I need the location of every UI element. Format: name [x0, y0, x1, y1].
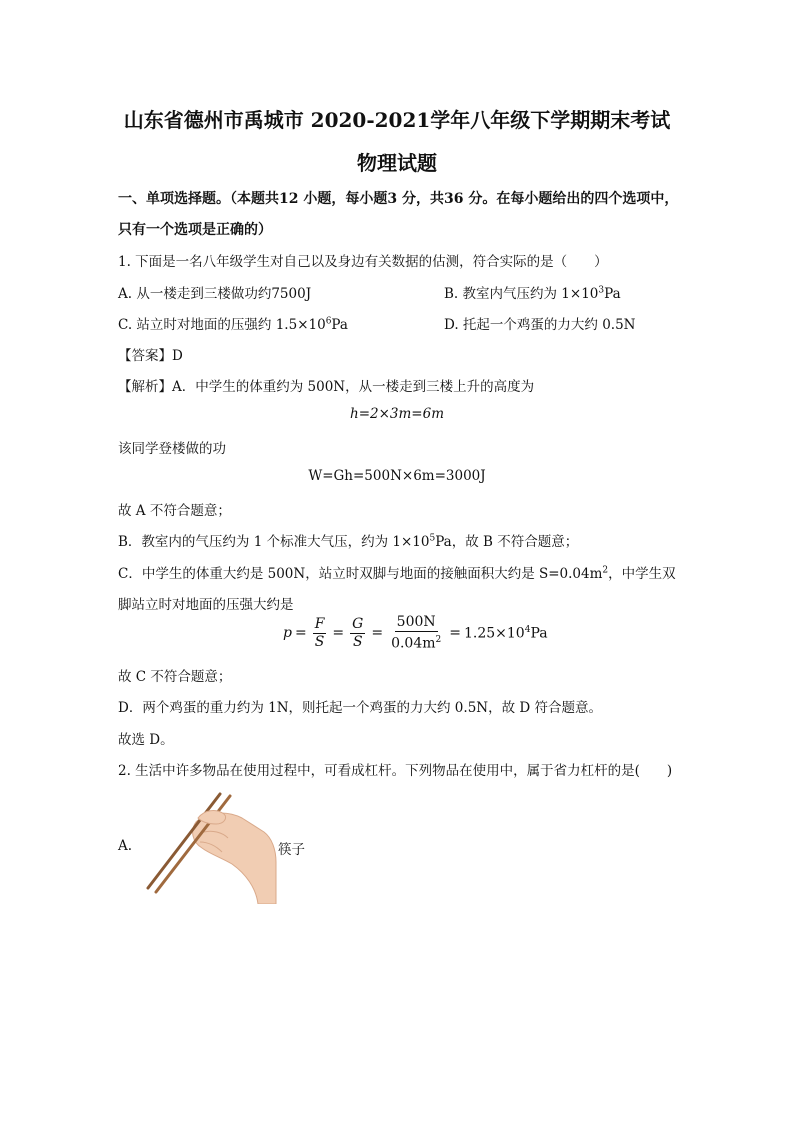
q1-option-a: A. 从一楼走到三楼做功约7500J [118, 286, 312, 302]
document-subtitle: 物理试题 [357, 151, 437, 175]
q2-option-a-text: 筷子 [278, 842, 305, 858]
equation-height: h=2×3m=6m [350, 406, 444, 422]
q1-analysis-a: 【解析】A．中学生的体重约为 500N，从一楼走到三楼上升的高度为 [118, 379, 535, 395]
c-analysis-line1: C．中学生的体重大约是 500N，站立时双脚与地面的接触面积大约是 $S=0.04m^2$，中学生双 [118, 565, 676, 582]
c-conclusion: 故 C 不符合题意； [118, 669, 232, 685]
d-analysis: D．两个鸡蛋的重力约为 1N，则托起一个鸡蛋的力大约 0.5N，故 D 符合题意。 [118, 700, 602, 716]
q1-option-d: D. 托起一个鸡蛋的力大约 0.5N [444, 317, 636, 333]
section-heading-cont: 只有一个选项是正确的） [118, 222, 272, 238]
q2-option-a-label: A. [118, 838, 133, 854]
equation-work: W=Gh=500N×6m=3000J [308, 468, 486, 484]
question-1-stem: 1. 下面是一名八年级学生对自己以及身边有关数据的估测，符合实际的是（ ） [118, 254, 608, 270]
q1-answer: 【答案】D [118, 348, 183, 364]
b-analysis: B．教室内的气压约为 1 个标准大气压，约为 $1\times 10^5Pa$，故 B 不符合题意； [118, 533, 579, 550]
question-2-stem: 2. 生活中许多物品在使用过程中，可看成杠杆。下列物品在使用中，属于省力杠杆的是( ) [118, 763, 673, 779]
final-answer: 故选 D。 [118, 732, 174, 748]
chopsticks-in-hand-icon [146, 792, 278, 904]
c-analysis-line2: 脚站立时对地面的压强大约是 [118, 597, 294, 613]
a-conclusion: 故 A 不符合题意； [118, 503, 231, 519]
q1-option-b: B. 教室内气压约为 $1\times 10^3Pa$ [444, 285, 621, 302]
pressure-equation: p = $\frac{F}{S}$ = $\frac{G}{S}$ = $\frac{500N}{0.04m^2}$ = $1.25\times 10^4Pa$ [283, 614, 548, 652]
work-label: 该同学登楼做的功 [118, 441, 226, 457]
section-heading: 一、单项选择题。（本题共12 小题，每小题3 分，共36 分。在每小题给出的四个选项中， [118, 191, 679, 207]
document-title: 山东省德州市禹城市 2020-2021学年八年级下学期期末考试 [123, 108, 671, 132]
q1-option-c: C. 站立时对地面的压强约 $1.5\times 10^6Pa$ [118, 316, 348, 333]
